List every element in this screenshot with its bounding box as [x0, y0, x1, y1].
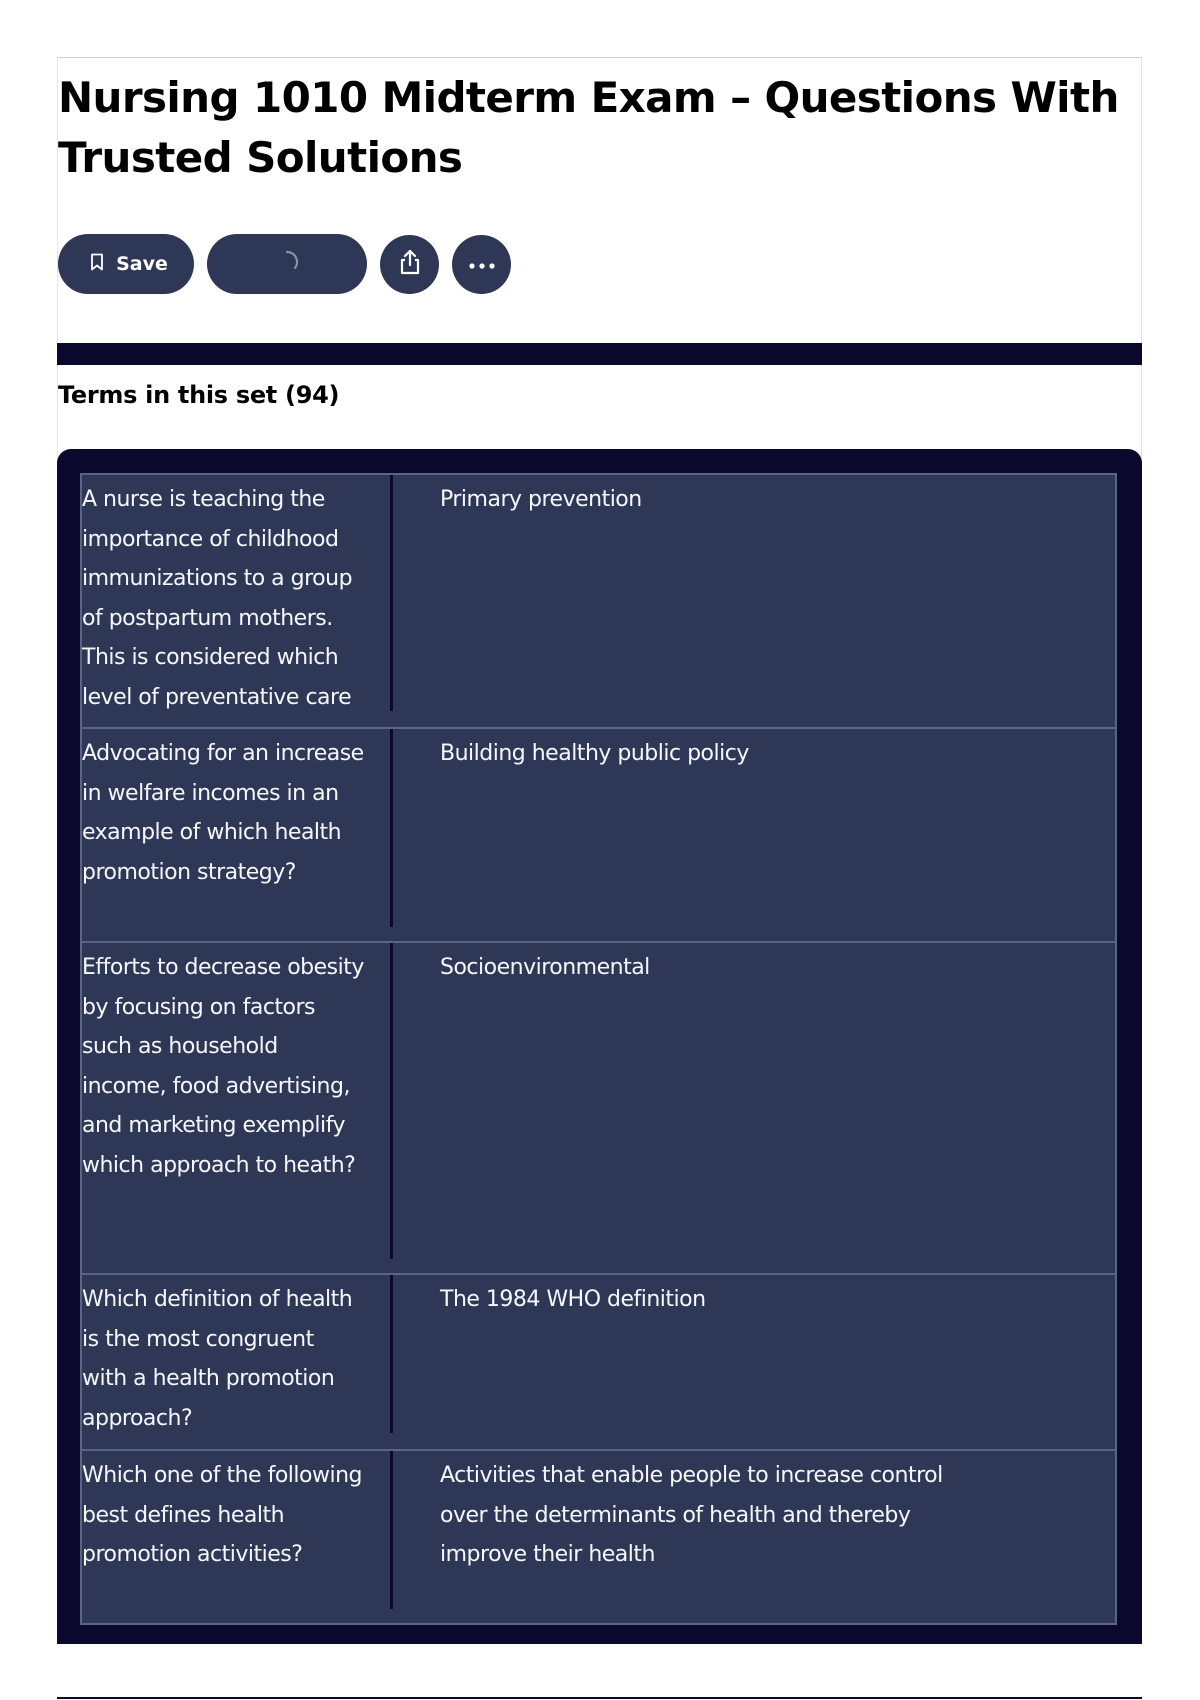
- term-text: Advocating for an increase in welfare incomes in an example of which health promotion strategy?: [82, 741, 364, 885]
- page-title: Nursing 1010 Midterm Exam – Questions With Trusted Solutions: [58, 73, 1119, 182]
- bookmark-icon: [90, 253, 104, 275]
- card-divider: [390, 1275, 393, 1433]
- card-divider: [390, 475, 393, 711]
- card-divider: [390, 1451, 393, 1609]
- definition-text: Building healthy public policy: [440, 741, 749, 766]
- study-set-page: [57, 57, 1142, 1643]
- terms-list: [57, 449, 1142, 1644]
- section-divider: [57, 343, 1142, 365]
- definition-text: Socioenvironmental: [440, 955, 650, 980]
- footer-rule: [57, 1697, 1142, 1699]
- more-options-button[interactable]: [452, 235, 511, 294]
- spinner-icon: [274, 249, 300, 279]
- definition-text: Activities that enable people to increase control over the determinants of health and thereby improve their health: [440, 1463, 943, 1567]
- term-card[interactable]: [80, 727, 1117, 943]
- loading-button[interactable]: [207, 234, 367, 294]
- term-text: Which one of the following best defines health promotion activities?: [82, 1463, 362, 1567]
- save-button[interactable]: [58, 234, 194, 294]
- more-horizontal-icon: [468, 255, 496, 274]
- terms-heading: Terms in this set (94): [58, 381, 340, 409]
- definition-text: The 1984 WHO definition: [440, 1287, 706, 1312]
- term-card[interactable]: [80, 1273, 1117, 1451]
- share-button[interactable]: [380, 235, 439, 294]
- save-button-label: Save: [116, 253, 168, 275]
- term-card[interactable]: [80, 941, 1117, 1275]
- card-divider: [390, 943, 393, 1259]
- definition-text: Primary prevention: [440, 487, 642, 512]
- term-card[interactable]: [80, 473, 1117, 729]
- card-divider: [390, 729, 393, 927]
- action-toolbar: [58, 234, 511, 294]
- share-icon: [397, 248, 423, 280]
- term-text: Which definition of health is the most congruent with a health promotion approach?: [82, 1287, 353, 1431]
- term-text: Efforts to decrease obesity by focusing on factors such as household income, food advertising, and marketing exemplify which approach to heath?: [82, 955, 364, 1178]
- term-card[interactable]: [80, 1449, 1117, 1625]
- term-text: A nurse is teaching the importance of childhood immunizations to a group of postpartum mothers. This is considered which level of preventative care: [82, 487, 353, 710]
